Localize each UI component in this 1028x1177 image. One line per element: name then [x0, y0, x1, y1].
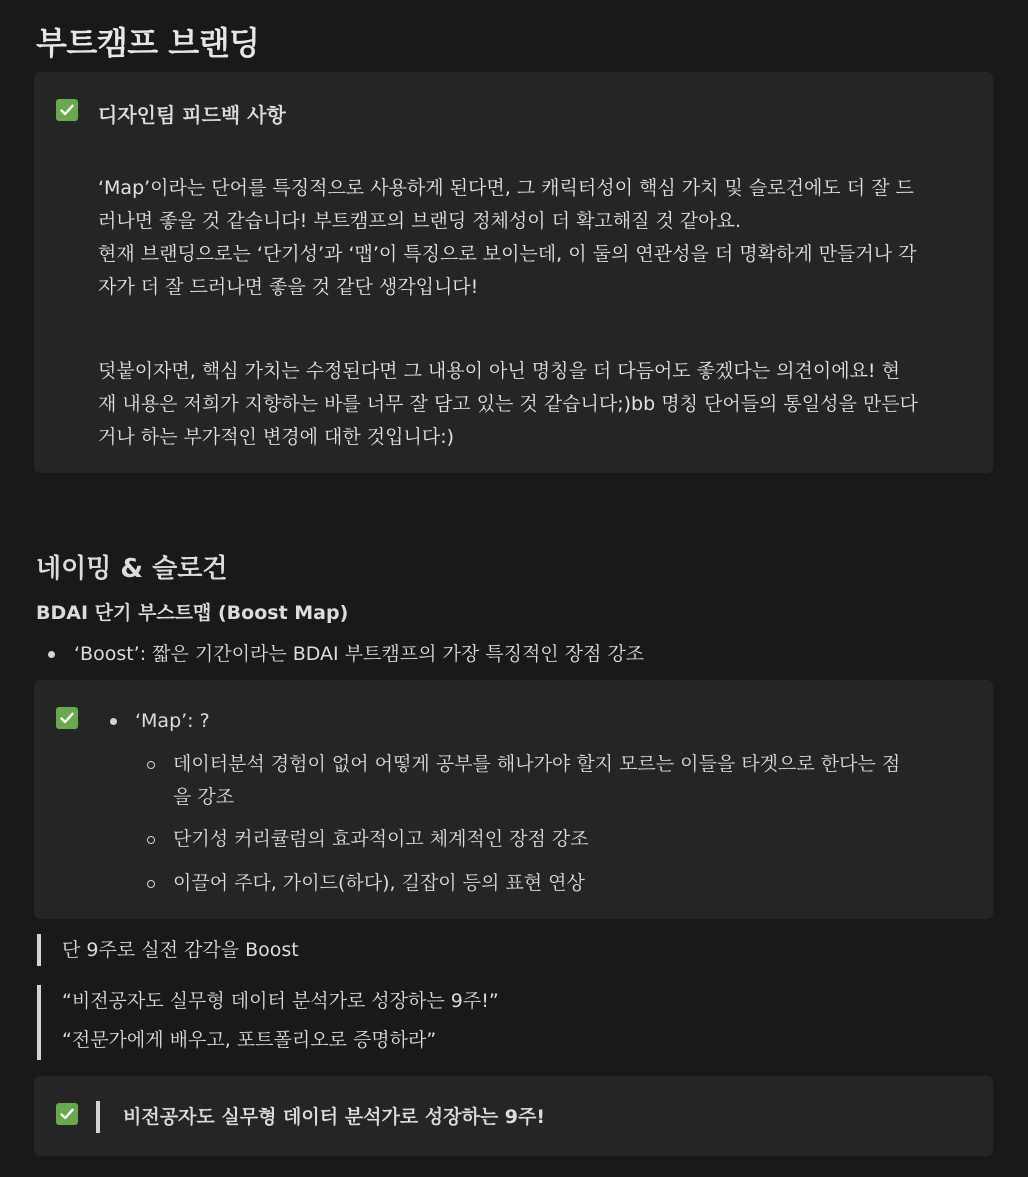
quote-text: 단 9주로 실전 감각을 Boost [62, 939, 299, 961]
feedback-callout [34, 72, 993, 473]
map-bullet-text: ‘Map’: ? [135, 710, 210, 732]
section-heading: 네이밍 & 슬로건 [36, 554, 228, 584]
bullet-disc-icon [48, 651, 55, 658]
map-sub-item-line: 을 강조 [173, 786, 235, 808]
section-subheading: BDAI 단기 부스트맵 (Boost Map) [36, 602, 349, 624]
map-sub-item-line: 데이터분석 경험이 없어 어떻게 공부를 해나가야 할지 모르는 이들을 타겟으로 한다는 점 [173, 753, 901, 775]
feedback-line: 덧붙이자면, 핵심 가치는 수정된다면 그 내용이 아닌 명칭을 더 다듬어도 좋겠다는 의견이에요! 현 [98, 360, 900, 382]
quote-bar [37, 934, 41, 966]
feedback-paragraph-1 [98, 172, 978, 304]
feedback-line: ‘Map’이라는 단어를 특징적으로 사용하게 된다면, 그 캐릭터성이 핵심 가치 및 슬로건에도 더 잘 드 [98, 177, 914, 199]
page-title: 부트캠프 브랜딩 [36, 24, 260, 62]
bullet-circle-icon [147, 761, 155, 769]
quote-bar [96, 1101, 100, 1133]
feedback-line: 재 내용은 저희가 지향하는 바를 너무 잘 담고 있는 것 같습니다;)bb 명칭 단어들의 통일성을 만든다 [98, 393, 918, 415]
quote-bar [37, 985, 41, 1060]
final-quote-text: 비전공자도 실무형 데이터 분석가로 성장하는 9주! [123, 1106, 546, 1128]
bullet-disc-icon [110, 718, 117, 725]
callout-title: 디자인팀 피드백 사항 [98, 103, 286, 127]
checkbox-checked-icon[interactable] [56, 1103, 78, 1125]
checkbox-checked-icon[interactable] [56, 707, 78, 729]
feedback-paragraph-2 [98, 355, 978, 454]
feedback-line: 현재 브랜딩으로는 ‘단기성’과 ‘맵’이 특징으로 보이는데, 이 둘의 연관성을 더 명확하게 만들거나 각 [98, 243, 917, 265]
bullet-circle-icon [147, 880, 155, 888]
map-sub-item: 이끌어 주다, 가이드(하다), 길잡이 등의 표현 연상 [173, 872, 585, 894]
feedback-line: 거나 하는 부가적인 변경에 대한 것입니다:) [98, 426, 455, 448]
bullet-circle-icon [147, 836, 155, 844]
feedback-line: 자가 더 잘 드러나면 좋을 것 같단 생각입니다! [98, 276, 479, 298]
map-sub-item [173, 748, 963, 814]
map-sub-item: 단기성 커리큘럼의 효과적이고 체계적인 장점 강조 [173, 828, 589, 850]
map-callout [34, 680, 993, 919]
feedback-line: 러나면 좋을 것 같습니다! 부트캠프의 브랜딩 정체성이 더 확고해질 것 같아요. [98, 210, 742, 232]
checkbox-checked-icon[interactable] [56, 99, 78, 121]
final-callout [34, 1076, 993, 1156]
boost-bullet-text: ‘Boost’: 짧은 기간이라는 BDAI 부트캠프의 가장 특징적인 장점 강조 [74, 643, 645, 665]
quote-text: “전문가에게 배우고, 포트폴리오로 증명하라” [62, 1029, 437, 1051]
quote-text: “비전공자도 실무형 데이터 분석가로 성장하는 9주!” [62, 990, 499, 1012]
